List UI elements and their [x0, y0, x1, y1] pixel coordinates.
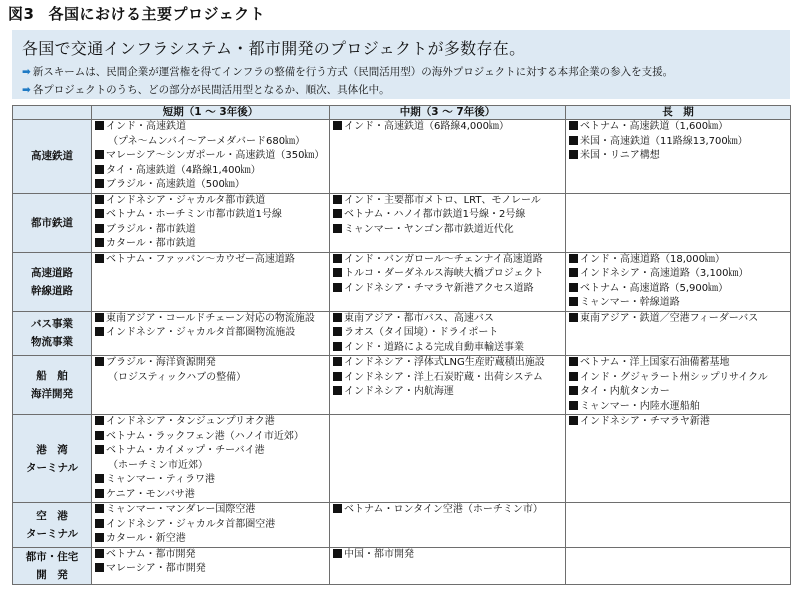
cell-long — [566, 356, 791, 415]
square-bullet-icon — [95, 504, 104, 513]
square-bullet-icon — [569, 297, 578, 306]
table-row — [13, 311, 791, 356]
project-item — [92, 120, 329, 135]
cell-short — [92, 252, 330, 311]
row-label-line: 都市・住宅 — [25, 550, 79, 563]
square-bullet-icon — [95, 313, 104, 322]
project-item-text: 米国・リニア構想 — [580, 150, 660, 161]
project-item — [92, 503, 329, 518]
row-label — [13, 547, 92, 584]
project-item-text: インド・道路による完成自動車輸送事業 — [344, 341, 524, 353]
project-item-text: ベトナム・ホーチミン市都市鉄道1号線 — [106, 209, 282, 220]
square-bullet-icon — [95, 179, 104, 188]
project-item-text: ミャンマー・ヤンゴン都市鉄道近代化 — [344, 223, 514, 235]
project-item — [92, 548, 329, 563]
project-item — [566, 253, 790, 268]
table-row — [13, 415, 791, 503]
project-item-text: インドネシア・チマラヤ新港 — [580, 416, 710, 427]
project-item-text: インド・グジャラート州シップリサイクル — [580, 371, 768, 383]
project-item — [92, 371, 329, 386]
project-table — [12, 105, 791, 585]
project-item-text: ミャンマー・内陸水運船舶 — [580, 400, 700, 412]
project-item-text: マレーシア・都市開発 — [106, 563, 206, 574]
row-label-line: 空 港 — [36, 509, 68, 522]
project-item-text: インド・バンガロール～チェンナイ高速道路 — [344, 253, 543, 265]
project-item — [92, 312, 329, 327]
project-item-text: 東南アジア・鉄道／空港フィーダーバス — [580, 312, 759, 324]
project-item-text: トルコ・ダーダネルス海峡大橋プロジェクト — [344, 268, 544, 279]
row-label-line: ターミナル — [26, 461, 78, 474]
square-bullet-icon — [569, 150, 578, 159]
project-item-text: ベトナム・洋上国家石油備蓄基地 — [580, 357, 730, 368]
cell-long — [566, 252, 791, 311]
project-item-text: 米国・高速鉄道（11路線13,700㎞） — [580, 135, 748, 147]
project-item — [566, 356, 790, 371]
cell-mid — [330, 415, 566, 503]
square-bullet-icon — [569, 386, 578, 395]
row-label — [13, 311, 92, 356]
project-item — [92, 430, 329, 445]
square-bullet-icon — [333, 254, 342, 263]
project-item — [330, 548, 565, 563]
project-item — [566, 149, 790, 164]
project-item-text: インド・高速鉄道 — [106, 121, 186, 132]
project-item — [566, 135, 790, 150]
square-bullet-icon — [333, 357, 342, 366]
row-label-line: 高速道路 — [31, 266, 73, 279]
project-item — [92, 356, 329, 371]
cell-short — [92, 120, 330, 194]
square-bullet-icon — [95, 150, 104, 159]
project-item-text: インドネシア・内航海運 — [344, 386, 454, 397]
square-bullet-icon — [333, 549, 342, 558]
project-item-text: ベトナム・ロンタイン空港（ホーチミン市） — [344, 504, 543, 515]
square-bullet-icon — [333, 121, 342, 130]
project-item-text: タイ・内航タンカー — [580, 386, 670, 397]
summary-bullet — [22, 64, 673, 79]
square-bullet-icon — [569, 313, 578, 322]
row-label-line: 幹線道路 — [31, 284, 73, 297]
cell-long — [566, 503, 791, 548]
summary-bullet — [22, 82, 390, 97]
project-item — [330, 326, 565, 341]
square-bullet-icon — [333, 504, 342, 513]
square-bullet-icon — [95, 254, 104, 263]
square-bullet-icon — [569, 401, 578, 410]
project-item-text: インド・高速鉄道（6路線4,000㎞） — [344, 121, 509, 132]
cell-long — [566, 415, 791, 503]
project-item-text: ベトナム・高速道路（5,900㎞） — [580, 282, 729, 294]
figure-title — [8, 3, 265, 27]
project-item-text: インドネシア・高速道路（3,100㎞） — [580, 268, 749, 279]
project-item — [566, 385, 790, 400]
project-item — [566, 371, 790, 386]
cell-long — [566, 311, 791, 356]
row-label-line: 港 湾 — [36, 443, 68, 456]
project-item — [330, 312, 565, 327]
square-bullet-icon — [95, 563, 104, 572]
project-item — [92, 415, 329, 430]
project-item-text: カタール・都市鉄道 — [106, 238, 196, 249]
cell-short — [92, 503, 330, 548]
cell-mid — [330, 252, 566, 311]
project-item — [92, 459, 329, 474]
square-bullet-icon — [95, 431, 104, 440]
square-bullet-icon — [569, 357, 578, 366]
project-item — [566, 296, 790, 311]
row-label-line: 船 舶 — [36, 370, 68, 382]
square-bullet-icon — [569, 136, 578, 145]
square-bullet-icon — [569, 254, 578, 263]
project-item — [92, 444, 329, 459]
project-item — [330, 267, 565, 282]
project-item — [330, 371, 565, 386]
project-item — [330, 282, 565, 297]
square-bullet-icon — [95, 209, 104, 218]
project-item-text: インドネシア・チマラヤ新港アクセス道路 — [344, 282, 534, 294]
square-bullet-icon — [333, 386, 342, 395]
project-item — [330, 208, 565, 223]
project-item — [92, 237, 329, 252]
square-bullet-icon — [333, 224, 342, 233]
project-item — [330, 341, 565, 356]
row-label — [13, 415, 92, 503]
square-bullet-icon — [333, 209, 342, 218]
figure-number: 図3 — [8, 5, 35, 23]
project-item — [92, 223, 329, 238]
project-item-text: 東南アジア・都市バス、高速バス — [344, 312, 494, 324]
table-header-row — [13, 106, 791, 120]
summary-headline: 各国で交通インフラシステム・都市開発のプロジェクトが多数存在。 — [22, 39, 526, 58]
project-item — [92, 488, 329, 503]
project-item — [566, 282, 790, 297]
arrow-right-icon: ➡ — [22, 84, 31, 96]
square-bullet-icon — [569, 121, 578, 130]
square-bullet-icon — [95, 445, 104, 454]
cell-mid — [330, 503, 566, 548]
project-item — [92, 473, 329, 488]
cell-mid — [330, 120, 566, 194]
project-item-text: ベトナム・カイメップ・チーバイ港 — [106, 445, 265, 456]
project-item — [330, 120, 565, 135]
project-item-text: ベトナム・高速鉄道（1,600㎞） — [580, 121, 729, 132]
cell-short — [92, 311, 330, 356]
cell-long — [566, 547, 791, 584]
row-label — [13, 503, 92, 548]
project-item — [92, 326, 329, 341]
square-bullet-icon — [95, 549, 104, 558]
row-label-line: 開 発 — [36, 568, 68, 581]
square-bullet-icon — [95, 195, 104, 204]
row-label-line: 都市鉄道 — [31, 216, 73, 229]
project-item-text: ブラジル・海洋資源開発 — [106, 357, 216, 368]
column-header-mid: 中期（3 ～ 7年後） — [330, 106, 566, 120]
project-item — [92, 164, 329, 179]
square-bullet-icon — [95, 416, 104, 425]
project-item-text: ブラジル・都市鉄道 — [106, 223, 196, 235]
project-item-text: カタール・新空港 — [106, 533, 186, 544]
project-item-text: インド・高速道路（18,000㎞） — [580, 253, 725, 265]
project-item-text: ミャンマー・幹線道路 — [580, 297, 680, 308]
project-item-text: ミャンマー・ティラワ港 — [106, 474, 215, 485]
cell-short — [92, 356, 330, 415]
project-item — [92, 178, 329, 193]
square-bullet-icon — [95, 238, 104, 247]
square-bullet-icon — [333, 313, 342, 322]
square-bullet-icon — [95, 165, 104, 174]
project-item-text: ベトナム・ハノイ都市鉄道1号線・2号線 — [344, 209, 526, 220]
table-row — [13, 547, 791, 584]
row-label-line: 高速鉄道 — [31, 150, 73, 163]
square-bullet-icon — [569, 372, 578, 381]
project-item-text: インド・主要都市メトロ、LRT、モノレール — [344, 194, 541, 206]
project-item-text: インドネシア・浮体式LNG生産貯蔵積出施設 — [344, 357, 545, 368]
row-label-line: ターミナル — [26, 527, 78, 540]
cell-short — [92, 547, 330, 584]
project-item — [566, 312, 790, 327]
project-item — [566, 267, 790, 282]
cell-mid — [330, 311, 566, 356]
project-item — [330, 356, 565, 371]
project-item — [92, 253, 329, 268]
cell-short — [92, 415, 330, 503]
square-bullet-icon — [95, 489, 104, 498]
figure-caption: 各国における主要プロジェクト — [48, 5, 266, 23]
project-item-text: ミャンマー・マンダレー国際空港 — [106, 504, 256, 515]
project-item — [330, 194, 565, 209]
project-item-text: タイ・高速鉄道（4路線1,400㎞） — [106, 164, 261, 176]
project-item — [330, 223, 565, 238]
project-item — [92, 208, 329, 223]
project-item — [92, 518, 329, 533]
row-label-line: バス事業 — [31, 318, 73, 331]
project-item — [92, 532, 329, 547]
cell-mid — [330, 547, 566, 584]
project-item-text: 東南アジア・コールドチェーン対応の物流施設 — [106, 312, 315, 324]
project-item-text: インドネシア・ジャカルタ首都圏空港 — [106, 518, 276, 530]
square-bullet-icon — [95, 121, 104, 130]
table-row — [13, 356, 791, 415]
cell-mid — [330, 193, 566, 252]
square-bullet-icon — [569, 416, 578, 425]
row-label — [13, 356, 92, 415]
project-item — [92, 149, 329, 164]
square-bullet-icon — [333, 327, 342, 336]
project-item-text: インドネシア・洋上石炭貯蔵・出荷システム — [344, 371, 543, 383]
square-bullet-icon — [333, 283, 342, 292]
square-bullet-icon — [569, 283, 578, 292]
project-item-text: ケニア・モンバサ港 — [106, 488, 195, 500]
square-bullet-icon — [333, 342, 342, 351]
table-row — [13, 503, 791, 548]
project-item — [92, 194, 329, 209]
square-bullet-icon — [333, 372, 342, 381]
row-label-line: 物流事業 — [31, 336, 73, 349]
table-row — [13, 252, 791, 311]
square-bullet-icon — [95, 224, 104, 233]
square-bullet-icon — [95, 474, 104, 483]
square-bullet-icon — [95, 519, 104, 528]
summary-bullet-text: 新スキームは、民間企業が運営権を得てインフラの整備を行う方式（民間活用型）の海外プロジェクトに対する本邦企業の参入を支援。 — [32, 66, 674, 78]
square-bullet-icon — [569, 268, 578, 277]
project-item — [330, 503, 565, 518]
project-item — [92, 562, 329, 577]
column-header-long: 長 期 — [566, 106, 791, 120]
project-item-text: ベトナム・ラックフェン港（ハノイ市近郊） — [106, 430, 304, 442]
project-item-text: ラオス（タイ国境）・ドライポート — [344, 327, 499, 338]
project-item-text: インドネシア・ジャカルタ首都圏物流施設 — [106, 327, 296, 338]
column-header-short: 短期（1 ～ 3年後） — [92, 106, 330, 120]
row-label — [13, 252, 92, 311]
project-item-text: （ホーチミン市近郊） — [108, 459, 208, 471]
project-item — [566, 400, 790, 415]
project-item — [566, 120, 790, 135]
project-item-text: （プネ～ムンバイ～アーメダバード680㎞） — [108, 135, 306, 147]
arrow-right-icon: ➡ — [22, 66, 31, 78]
cell-mid — [330, 356, 566, 415]
square-bullet-icon — [95, 533, 104, 542]
project-item — [330, 253, 565, 268]
project-item — [566, 415, 790, 430]
project-item-text: マレーシア～シンガポール・高速鉄道（350㎞） — [106, 150, 325, 161]
square-bullet-icon — [95, 357, 104, 366]
project-item-text: ベトナム・都市開発 — [106, 548, 196, 560]
square-bullet-icon — [333, 268, 342, 277]
summary-bullet-text: 各プロジェクトのうち、どの部分が民間活用型となるか、順次、具体化中。 — [32, 84, 390, 96]
row-label — [13, 120, 92, 194]
project-item-text: ブラジル・高速鉄道（500㎞） — [106, 179, 245, 190]
project-item — [92, 135, 329, 150]
row-label — [13, 193, 92, 252]
summary-box — [12, 30, 790, 99]
project-item — [330, 385, 565, 400]
square-bullet-icon — [333, 195, 342, 204]
cell-short — [92, 193, 330, 252]
project-item-text: （ロジスティックハブの整備） — [108, 371, 247, 383]
square-bullet-icon — [95, 327, 104, 336]
project-item-text: ベトナム・ファッバン～カウゼー高速道路 — [106, 253, 295, 265]
cell-long — [566, 120, 791, 194]
table-row — [13, 193, 791, 252]
row-label-line: 海洋開発 — [31, 388, 73, 400]
header-corner — [13, 106, 92, 120]
project-item-text: インドネシア・タンジュンプリオク港 — [106, 416, 275, 427]
table-row — [13, 120, 791, 194]
project-item-text: インドネシア・ジャカルタ都市鉄道 — [106, 194, 266, 206]
project-item-text: 中国・都市開発 — [344, 548, 414, 560]
cell-long — [566, 193, 791, 252]
